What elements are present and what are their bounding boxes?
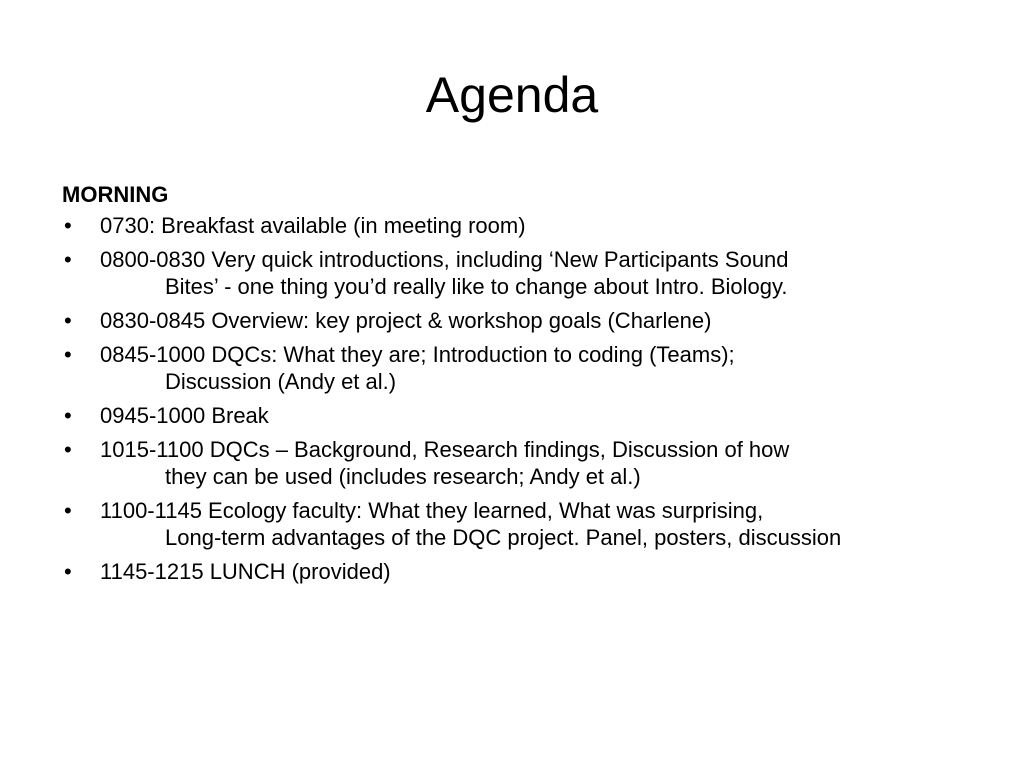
slide-content xyxy=(62,180,972,592)
agenda-list xyxy=(62,212,972,585)
agenda-item-text-continuation: they can be used (includes research; Andy et al.) xyxy=(165,464,641,489)
bullet-icon: • xyxy=(64,247,72,272)
agenda-item xyxy=(62,307,972,334)
agenda-item-text: 0730: Breakfast available (in meeting room) xyxy=(100,213,526,238)
agenda-item-text: 1015-1100 DQCs – Background, Research findings, Discussion of how xyxy=(100,437,790,462)
agenda-item-text: 1100-1145 Ecology faculty: What they learned, What was surprising, xyxy=(100,498,764,523)
agenda-item xyxy=(62,246,972,300)
agenda-item-text: 0830-0845 Overview: key project & workshop goals (Charlene) xyxy=(100,308,712,333)
section-heading-morning: MORNING xyxy=(62,182,169,207)
agenda-item xyxy=(62,558,972,585)
agenda-item xyxy=(62,212,972,239)
agenda-item-text: 1145-1215 LUNCH (provided) xyxy=(100,559,391,584)
agenda-item-text-continuation: Long-term advantages of the DQC project. Panel, posters, discussion xyxy=(165,525,842,550)
agenda-item xyxy=(62,497,972,551)
bullet-icon: • xyxy=(64,498,72,523)
bullet-icon: • xyxy=(64,403,72,428)
agenda-item-text-continuation: Discussion (Andy et al.) xyxy=(165,369,397,394)
bullet-icon: • xyxy=(64,342,72,367)
agenda-item xyxy=(62,436,972,490)
agenda-item-text: 0800-0830 Very quick introductions, including ‘New Participants Sound xyxy=(100,247,789,272)
agenda-item-text-continuation: Bites’ - one thing you’d really like to change about Intro. Biology. xyxy=(165,274,788,299)
bullet-icon: • xyxy=(64,213,72,238)
agenda-item xyxy=(62,341,972,395)
slide-title: Agenda xyxy=(425,67,599,123)
bullet-icon: • xyxy=(64,559,72,584)
bullet-icon: • xyxy=(64,308,72,333)
bullet-icon: • xyxy=(64,437,72,462)
agenda-item-text: 0845-1000 DQCs: What they are; Introduction to coding (Teams); xyxy=(100,342,735,367)
agenda-item-text: 0945-1000 Break xyxy=(100,403,269,428)
agenda-item xyxy=(62,402,972,429)
